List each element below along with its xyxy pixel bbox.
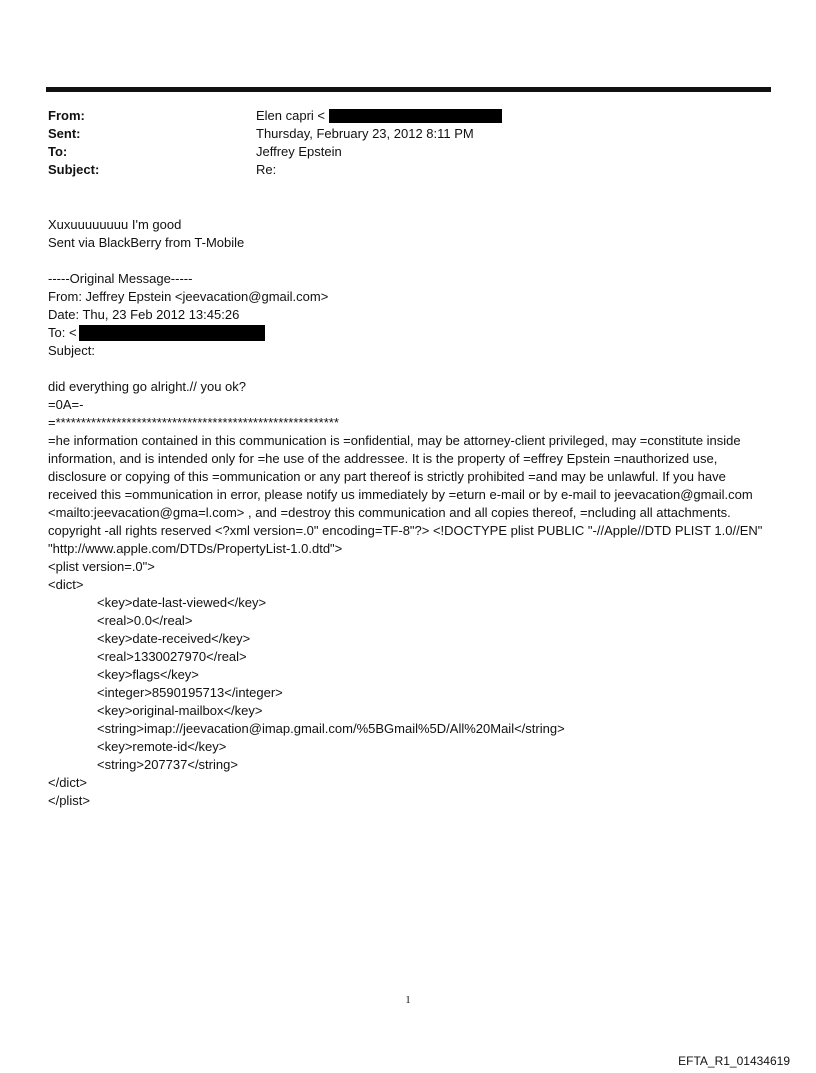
spacer	[48, 360, 774, 378]
plist-entry: <key>date-last-viewed</key>	[97, 595, 267, 610]
page-number: 1	[405, 994, 411, 1006]
redaction-box	[79, 325, 265, 341]
plist-entry: <real>1330027970</real>	[97, 649, 247, 664]
plist-entry: <key>flags</key>	[97, 667, 199, 682]
original-message: did everything go alright.// you ok?	[48, 379, 247, 394]
plist-entry: <string>207737</string>	[97, 757, 238, 772]
email-header	[48, 107, 748, 179]
spacer	[48, 252, 774, 270]
to-value: Jeffrey Epstein	[256, 144, 342, 159]
plist-close: </plist>	[48, 793, 90, 808]
from-value: Elen capri <	[256, 108, 326, 123]
plist-open: <plist version=.0">	[48, 559, 155, 574]
subject-label: Subject:	[48, 162, 100, 177]
original-from: From: Jeffrey Epstein <jeevacation@gmail.com>	[48, 289, 329, 304]
sent-row	[48, 125, 748, 143]
plist-entry: <key>remote-id</key>	[97, 739, 227, 754]
plist-entry: <key>original-mailbox</key>	[97, 703, 263, 718]
plist-entry: <string>imap://jeevacation@imap.gmail.com/%5BGmail%5D/All%20Mail</string>	[97, 721, 565, 736]
reply-line: Xuxuuuuuuuu I'm good	[48, 217, 182, 232]
dict-open: <dict>	[48, 577, 84, 592]
original-divider: -----Original Message-----	[48, 271, 193, 286]
plist-entry: <integer>8590195713</integer>	[97, 685, 283, 700]
sent-label: Sent:	[48, 126, 81, 141]
original-subject: Subject:	[48, 343, 95, 358]
to-label: To:	[48, 144, 68, 159]
subject-value: Re:	[256, 162, 277, 177]
redaction-box	[329, 109, 502, 123]
sent-value: Thursday, February 23, 2012 8:11 PM	[256, 126, 474, 141]
email-body	[48, 216, 774, 810]
dict-close: </dict>	[48, 775, 88, 790]
from-value-wrap	[256, 107, 502, 125]
document-id: EFTA_R1_01434619	[678, 1054, 790, 1068]
confidentiality-disclaimer: =he information contained in this communication is =onfidential, may be attorney-client privileged, may =constitute inside information, and is intended only for =he use of the addressee. It is the property of =effrey Epstein =nauthorized use, disclosure or copying of this =ommunication or any part thereof is strictly prohibited =and may be unlawful. If you have received this =ommunication in error, please notify us immediately by =eturn e-mail or by e-mail to jeevacation@gmail.com <mailto:jeevacation@gma=l.com> , and =destroy this communication and all copies thereof, =ncluding all attachments. copyright -all rights reserved <?xml version=.0" encoding=TF-8"?> <!DOCTYPE plist PUBLIC "-//Apple//DTD PLIST 1.0//EN" "http://www.apple.com/DTDs/PropertyList-1.0.dtd">	[48, 433, 763, 556]
from-row	[48, 107, 748, 125]
original-date: Date: Thu, 23 Feb 2012 13:45:26	[48, 307, 240, 322]
encoded-line: =0A=-	[48, 397, 84, 412]
original-to: To: <	[48, 325, 77, 340]
subject-row	[48, 161, 748, 179]
stars-line: =********************************************************	[48, 415, 339, 430]
from-label: From:	[48, 108, 85, 123]
to-row	[48, 143, 748, 161]
original-to-row	[48, 324, 774, 342]
plist-entry: <key>date-received</key>	[97, 631, 251, 646]
reply-signature: Sent via BlackBerry from T-Mobile	[48, 235, 245, 250]
header-rule	[46, 87, 771, 92]
plist-entry: <real>0.0</real>	[97, 613, 193, 628]
